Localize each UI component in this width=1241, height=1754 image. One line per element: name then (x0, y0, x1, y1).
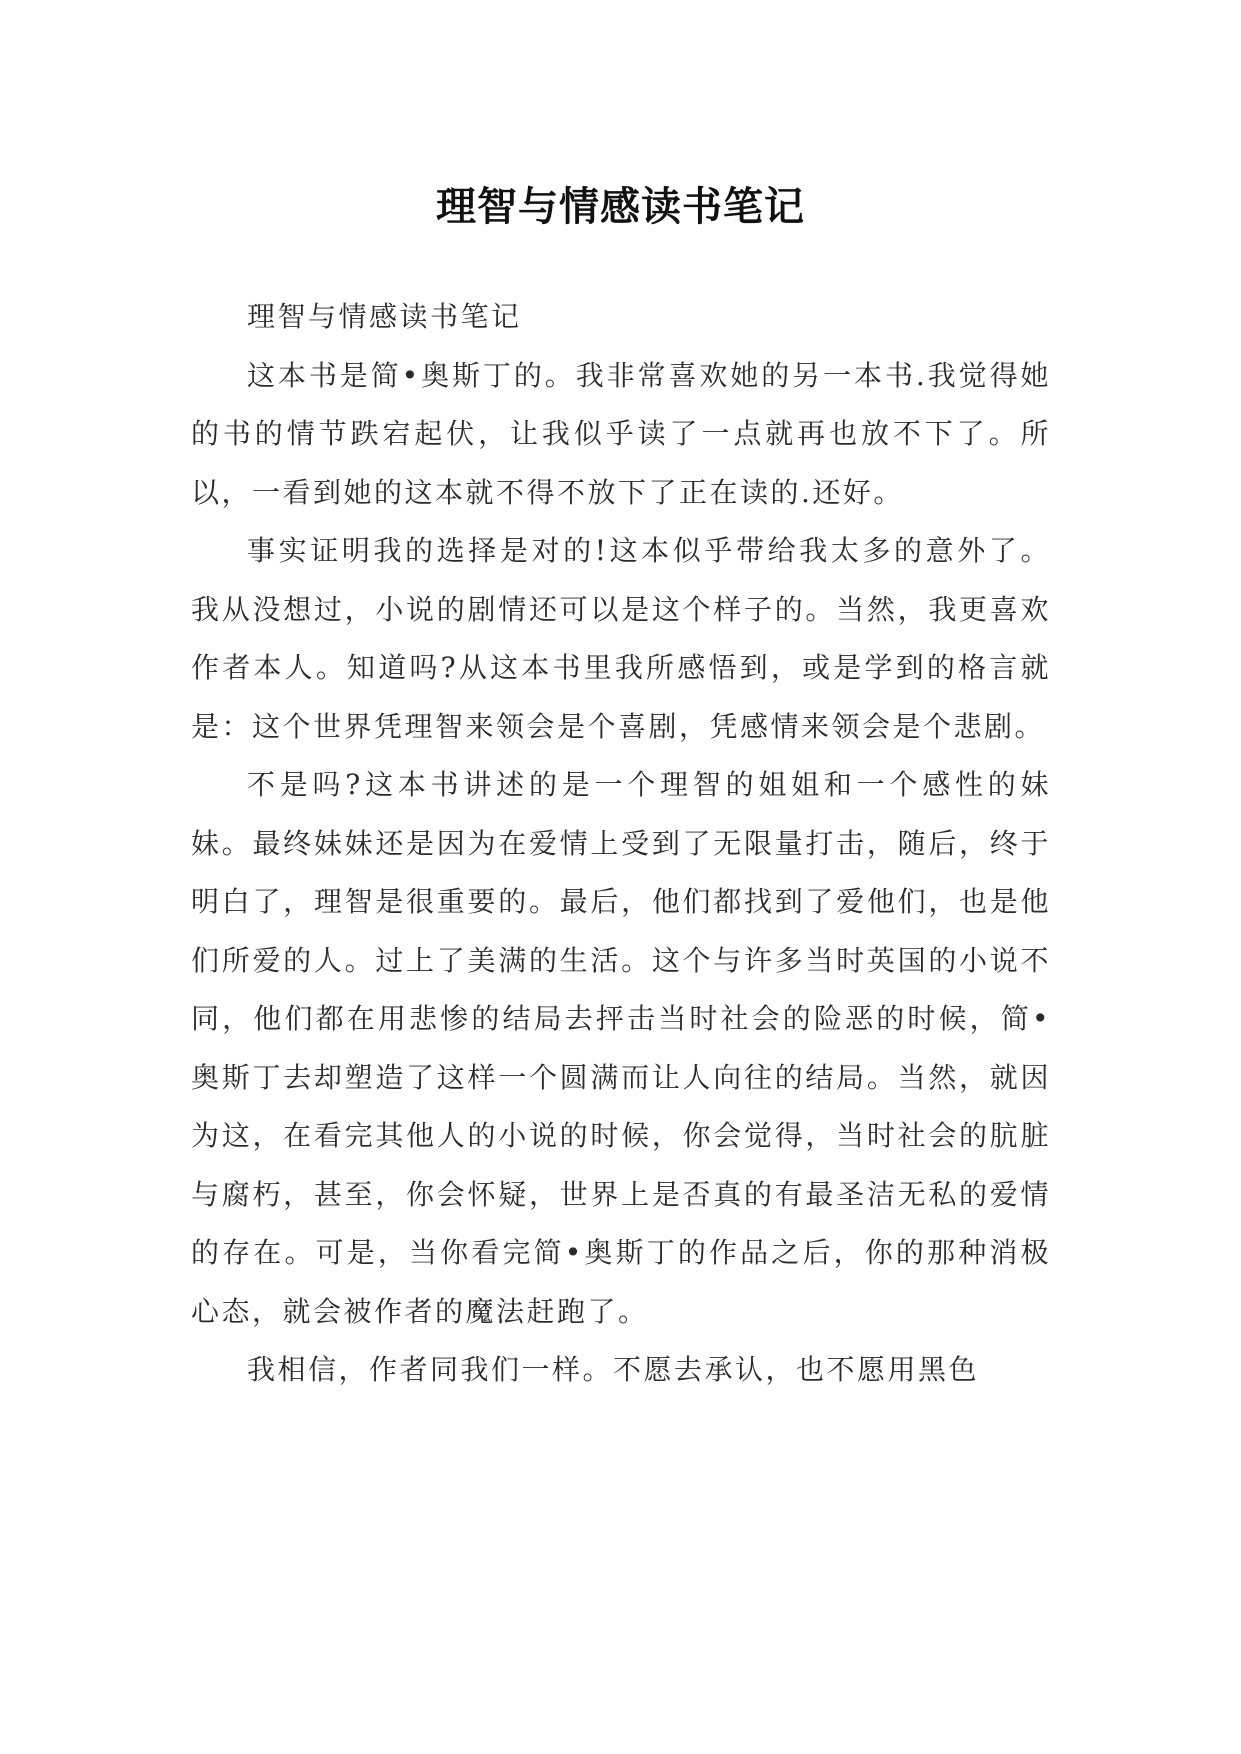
paragraph: 不是吗?这本书讲述的是一个理智的姐姐和一个感性的妹妹。最终妹妹还是因为在爱情上受到了无限量打击，随后，终于明白了，理智是很重要的。最后，他们都找到了爱他们，也是他们所爱的人。过上了美满的生活。这个与许多当时英国的小说不同，他们都在用悲惨的结局去抨击当时社会的险恶的时候，简•奥斯丁去却塑造了这样一个圆满而让人向往的结局。当然，就因为这，在看完其他人的小说的时候，你会觉得，当时社会的肮脏与腐朽，甚至，你会怀疑，世界上是否真的有最圣洁无私的爱情的存在。可是，当你看完简•奥斯丁的作品之后，你的那种消极心态，就会被作者的魔法赶跑了。 (191, 768, 1051, 1328)
paragraph: 事实证明我的选择是对的!这本似乎带给我太多的意外了。我从没想过，小说的剧情还可以是这个样子的。当然，我更喜欢作者本人。知道吗?从这本书里我所感悟到，或是学到的格言就是：这个世界凭理智来领会是个喜剧，凭感情来领会是个悲剧。 (191, 534, 1051, 743)
document-body (191, 288, 1051, 1400)
paragraph: 我相信，作者同我们一样。不愿去承认，也不愿用黑色 (247, 1353, 980, 1386)
document-title: 理智与情感读书笔记 (436, 182, 805, 230)
paragraph: 理智与情感读书笔记 (247, 300, 522, 333)
paragraph: 这本书是简•奥斯丁的。我非常喜欢她的另一本书.我觉得她的书的情节跌宕起伏，让我似乎读了一点就再也放不下了。所以，一看到她的这本就不得不放下了正在读的.还好。 (191, 358, 1051, 509)
